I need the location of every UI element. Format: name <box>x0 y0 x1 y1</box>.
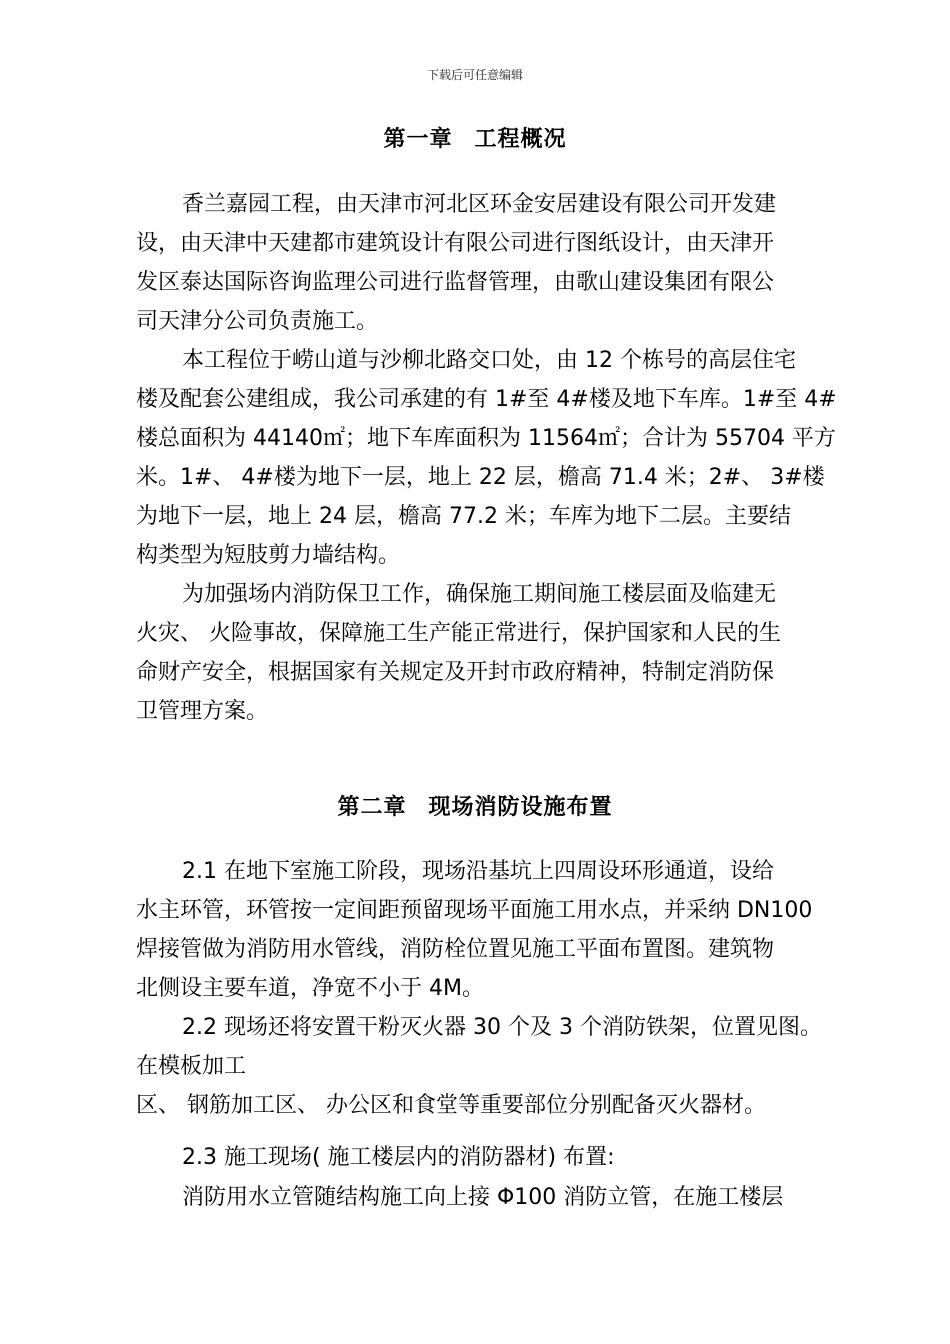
chapter-2-number: 第二章 <box>337 795 407 820</box>
text-line: 卫管理方案。 <box>136 699 269 724</box>
text-line: 司天津分公司负责施工。 <box>136 309 379 334</box>
text-line: 楼总面积为 44140㎡；地下车库面积为 11564㎡；合计为 55704 平方 <box>136 426 836 451</box>
text-line: 为加强场内消防保卫工作，确保施工期间施工楼层面及临建无 <box>182 582 777 607</box>
chapter-1-heading <box>0 122 950 153</box>
header-note: 下载后可任意编辑 <box>426 68 523 82</box>
text-line: 焊接管做为消防用水管线，消防栓位置见施工平面布置图。建筑物 <box>136 937 775 962</box>
chapter-2-title: 现场消防设施布置 <box>428 795 613 820</box>
text-line: 北侧设主要车道，净宽不小于 4M。 <box>136 976 484 1001</box>
text-line: 2.1 在地下室施工阶段，现场沿基坑上四周设环形通道，设给 <box>182 859 774 884</box>
chapter-2-paragraph-3 <box>136 1138 826 1177</box>
chapter-1-number: 第一章 <box>383 127 453 152</box>
text-line: 消防用水立管随结构施工向上接 Φ100 消防立管，在施工楼层 <box>182 1185 784 1210</box>
chapter-2-paragraph-4 <box>136 1178 826 1217</box>
chapter-1-paragraph-3 <box>136 575 826 731</box>
text-line: 在模板加工 <box>136 1054 247 1079</box>
text-line: 命财产安全，根据国家有关规定及开封市政府精神，特制定消防保 <box>136 660 775 685</box>
chapter-2-heading <box>0 790 950 821</box>
text-line: 区、 钢筋加工区、 办公区和食堂等重要部位分别配备灭火器材。 <box>136 1093 766 1118</box>
text-line: 2.3 施工现场( 施工楼层内的消防器材) 布置: <box>182 1145 615 1170</box>
text-line: 设，由天津中天建都市建筑设计有限公司进行图纸设计，由天津开 <box>136 231 775 256</box>
chapter-1-title: 工程概况 <box>474 127 567 152</box>
text-line: 米。1#、 4#楼为地下一层，地上 22 层，檐高 71.4 米；2#、 3#楼 <box>136 465 825 490</box>
text-line: 楼及配套公建组成，我公司承建的有 1#至 4#楼及地下车库。1#至 4# <box>136 387 837 412</box>
text-line: 香兰嘉园工程，由天津市河北区环金安居建设有限公司开发建 <box>182 192 777 217</box>
text-line: 为地下一层，地上 24 层，檐高 77.2 米；车库为地下二层。主要结 <box>136 504 791 529</box>
chapter-1-paragraph-1 <box>136 185 826 341</box>
chapter-1-paragraph-2 <box>136 341 837 575</box>
text-line: 本工程位于崂山道与沙柳北路交口处，由 12 个栋号的高层住宅 <box>182 348 796 373</box>
text-line: 火灾、 火险事故，保障施工生产能正常进行，保护国家和人民的生 <box>136 621 781 646</box>
chapter-2-paragraph-2 <box>136 1008 826 1125</box>
text-line: 2.2 现场还将安置干粉灭火器 30 个及 3 个消防铁架，位置见图。 <box>182 1015 822 1040</box>
text-line: 构类型为短肢剪力墙结构。 <box>136 543 401 568</box>
text-line: 水主环管，环管按一定间距预留现场平面施工用水点，并采纳 DN100 <box>136 898 813 923</box>
chapter-2-paragraph-1 <box>136 852 826 1008</box>
text-line: 发区泰达国际咨询监理公司进行监督管理，由歌山建设集团有限公 <box>136 270 775 295</box>
